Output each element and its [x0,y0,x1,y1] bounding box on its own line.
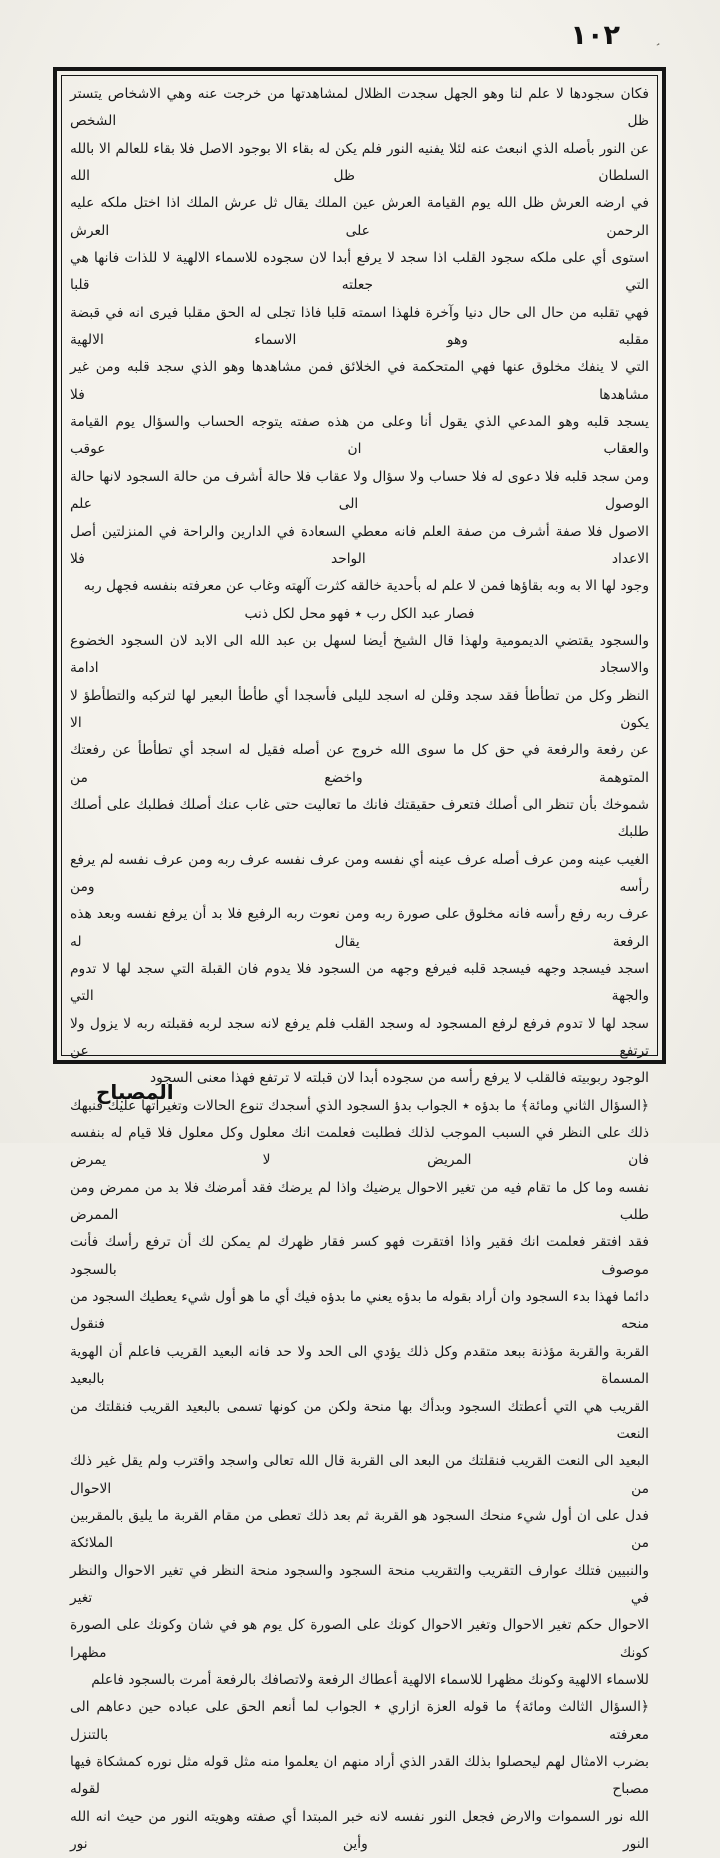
text-line: شموخك بأن تنظر الى أصلك فتعرف حقيقتك فانك ما تعاليت حتى غاب عنك أصلك فطلبك على أصلك طلبك [70,796,649,841]
text-line: فكان سجودها لا علم لنا وهو الجهل سجدت الظلال لمشاهدتها من خرجت عنه وهي الاشخاص يتستر ظل الشخص [70,86,649,130]
text-line: القريب هي التي أعطتك السجود وبدأك بها منحة ولكن من كونها تسمى بالبعيد القريب فنقلتك من النعت [70,1398,649,1442]
text-line: استوى أي على ملكه سجود القلب اذا سجد لا يرفع أبدا لان سجوده للاسماء الالهية لا للذات فانها هي التي جعلته قلبا [70,250,649,294]
text-line: الله نور السموات والارض فجعل النور نفسه لانه خبر المبتدا أي صفته وهويته النور من حيث انه الله النور وأين نور [70,1808,649,1852]
catchword: المصباح [96,1080,174,1104]
text-line: وجود لها الا به وبه بقاؤها فمن لا علم له بأحدية خالقه كثرت آلهته وغاب عن معرفته بنفسه فجهل ربه [83,578,649,595]
text-line: فصار عبد الكل رب ٭ فهو محل لكل ذنب [244,605,475,622]
text-line: ﴿السؤال الثالث ومائة﴾ ما قوله العزة ازاري ٭ الجواب لما أنعم الحق على عباده حين دعاهم الى معرفته بالتنزل [70,1699,649,1743]
text-line: في ارضه العرش ظل الله يوم القيامة العرش عين الملك يقال ثل عرش الملك اذا اختل ملكه عليه الرحمن على العرش [70,195,649,239]
text-line: ﴿السؤال الثاني ومائة﴾ ما بدؤه ٭ الجواب بدؤ السجود الذي أسجدك تنوع الحالات وتغيراتها عليك فنبهك [70,1097,649,1114]
text-line: والنبيين فتلك عوارف التقريب والتقريب منحة السجود والسجود منحة النظر في تغير الاحوال والنظر في تغير [70,1562,649,1606]
text-line: البعيد الى النعت القريب فنقلتك من البعد الى القربة قال الله تعالى واسجد واقترب ولم يقل غير ذلك من الاحوال [70,1453,649,1497]
text-line: اسجد فيسجد وجهه فيسجد قلبه فيرفع وجهه من السجود فلا يدوم فان القبلة التي سجد لها لا تدوم والجهة التي [70,961,649,1005]
text-line: عرف ربه رفع رأسه فانه مخلوق على صورة ربه ومن نعوت ربه الرفيع فلا بد أن يرفع نفسه وبعد هذه الرفعة يقال له [70,906,649,950]
text-line: ومن سجد قلبه فلا دعوى له فلا حساب ولا سؤال ولا عقاب فلا حالة أشرف من حالة السجود لانها حالة الوصول الى علم [70,468,649,513]
text-line: التي لا ينفك مخلوق عنها فهي المتحكمة في الخلائق فمن مشاهدها وهو الذي سجد قلبه ومن غير مشاهدها فلا [70,359,649,403]
text-line: النظر وكل من تطأطأ فقد سجد وقلن له اسجد لليلى فأسجدا أي طأطأ البعير لها لتركبه والتطأطؤ لا يكون الا [70,687,649,731]
text-line: عن رفعة والرفعة في حق كل ما سوى الله خروج عن أصله فقيل له اسجد أي تطأطأ عن رفعتك المتوهمة واخضع من [70,742,649,786]
text-line: دائما فهذا بدء السجود وان أراد بقوله ما بدؤه يعني ما بدؤه فيك أي ما هو أول شيء يعطيك السجود من منحه فنقول [70,1289,649,1333]
text-line: سجد لها لا تدوم فرفع لرفع المسجود له وسجد القلب فلم يرفع لانه سجد لربه فقبلته ربه لا يزول ولا ترتفع عن [70,1015,649,1060]
text-line: عن النور بأصله الذي انبعث عنه لئلا يفنيه النور فلم يكن له بقاء الا بوجود الاصل فلا بقاء للعالم الا بالله السلطان ظل الله [70,140,649,185]
text-line: الوجود ربوبيته فالقلب لا يرفع رأسه من سجوده أبدا لان قبلته لا ترتفع فهذا معنى السجود [150,1070,649,1087]
text-line: للاسماء الالهية وكونك مظهرا للاسماء الالهية أعطاك الرفعة ولاتصافك بالرفعة أمرت بالسجود فاعلم [91,1671,649,1688]
text-line: فدل على ان أول شيء منحك السجود هو القربة ثم بعد ذلك تعطى من مقام القربة ما يليق بالمقربين من الملائكة [70,1507,649,1552]
text-line: الاحوال حكم تغير الاحوال وتغير الاحوال كونك على الصورة كل يوم هو في شان وكونك على الصورة كونك مظهرا [70,1617,649,1661]
ink-speck: ’ [650,40,663,54]
page-number: ١٠٢ [570,20,620,51]
text-line: فهي تقلبه من حال الى حال دنيا وآخرة فلهذا اسمته قلبا فاذا تجلى له الحق مقلبا فيرى انه في قبضة مقلبه وهو الاسماء الالهية [70,304,649,349]
body-text-block [70,81,649,1858]
text-line: القربة والقربة مؤذنة ببعد متقدم وكل ذلك يؤدي الى الحد ولا حد فانه البعيد القريب فاعلم أن الهوية المسماة بالبعيد [70,1343,649,1388]
text-line: نفسه وما كل ما تقام فيه من تغير الاحوال يرضيك واذا لم يرضك فقد أمرضك فلا بد من ممرض ومن طلب الممرض [70,1179,649,1224]
text-line: الغيب عينه ومن عرف أصله عرف عينه أي نفسه ومن عرف نفسه عرف ربه ومن عرف نفسه لم يرفع رأسه ومن [70,851,649,895]
text-line: ذلك على النظر في السبب الموجب لذلك فطلبت فعلمت انك معلول وكل معلول فلا قيام له بنفسه فان المريض لا يمرض [70,1125,649,1169]
text-line: والسجود يقتضي الديمومية ولهذا قال الشيخ أيضا لسهل بن عبد الله الى الابد لان السجود الخضوع والاسجاد ادامة [70,632,649,677]
text-line: الاصول فلا صفة أشرف من صفة العلم فانه معطي السعادة في الدارين والراحة في المنزلتين أصل الاعداد الواحد فلا [70,523,649,567]
text-line: بضرب الامثال لهم ليحصلوا بذلك القدر الذي أراد منهم ان يعلموا منه مثل قوله مثل نوره كمشكاة فيها مصباح لقوله [70,1753,649,1798]
text-line: يسجد قلبه وهو المدعي الذي يقول أنا وعلى من هذه صفته يتوجه الحساب والسؤال يوم القيامة والعقاب ان عوقب [70,414,649,458]
text-line: فقد افتقر فعلمت انك فقير واذا افتقرت فهو كسر فقار ظهرك لم يمكن لك أن ترفع رأسك فأنت موصوف بالسجود [70,1234,649,1278]
